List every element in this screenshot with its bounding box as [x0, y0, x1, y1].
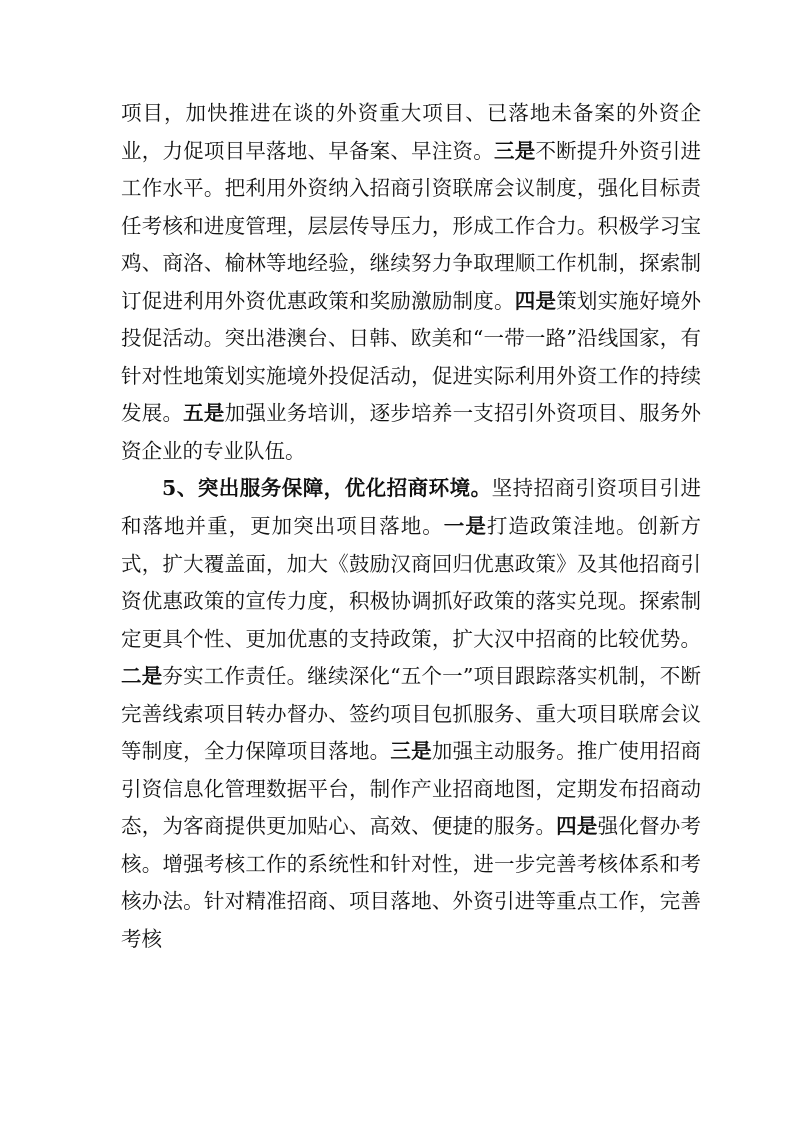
- bold-run: 四是: [514, 288, 557, 313]
- text-run: 不断提升外资引进工作水平。把利用外资纳入招商引资联席会议制度，强化目标责任考核和进度管理，层层传导压力，形成工作合力。积极学习宝鸡、商洛、榆林等地经验，继续努力争取理顺工作机制，探索制订促进利用外资优惠政策和奖励激励制度。: [121, 138, 702, 313]
- text-run: 加强业务培训，逐步培养一支招引外资项目、服务外资企业的专业队伍。: [121, 401, 702, 463]
- text-run: 坚持招商引资项目引进和落地并重，更加突出项目落地。: [121, 476, 701, 539]
- text-run: 强化督办考核。增强考核工作的系统性和针对性，进一步完善考核体系和考核办法。针对精准招商、项目落地、外资引进等重点工作，完善考核: [121, 814, 702, 952]
- text-run: 项目，加快推进在谈的外资重大项目、已落地未备案的外资企业，力促项目早落地、早备案、早注资。: [121, 101, 701, 163]
- body-text: [121, 95, 701, 959]
- bold-run: 五是: [183, 401, 225, 426]
- bold-run: 一是: [443, 514, 487, 539]
- section-heading-run: 5、突出服务保障，优化招商环境。: [162, 476, 492, 501]
- paragraph-foreign-investment: [121, 95, 701, 470]
- paragraph-service-guarantee: [121, 470, 701, 958]
- bold-run: 三是: [494, 138, 536, 163]
- bold-run: 三是: [390, 739, 432, 764]
- text-run: 打造政策洼地。创新方式，扩大覆盖面，加大《鼓励汉商回归优惠政策》及其他招商引资优惠政策的宣传力度，积极协调抓好政策的落实兑现。探索制定更具个性、更加优惠的支持政策，扩大汉中招商的比较优势。: [121, 514, 702, 651]
- bold-run: 二是: [121, 664, 163, 689]
- text-run: 加强主动服务。推广使用招商引资信息化管理数据平台，制作产业招商地图，定期发布招商动态，为客商提供更加贴心、高效、便捷的服务。: [121, 739, 702, 839]
- bold-run: 四是: [556, 814, 598, 839]
- text-run: 策划实施好境外投促活动。突出港澳台、日韩、欧美和“一带一路”沿线国家，有针对性地策划实施境外投促活动，促进实际利用外资工作的持续发展。: [121, 288, 702, 426]
- text-run: 夯实工作责任。继续深化“五个一”项目跟踪落实机制，不断完善线索项目转办督办、签约项目包抓服务、重大项目联席会议等制度，全力保障项目落地。: [121, 664, 702, 764]
